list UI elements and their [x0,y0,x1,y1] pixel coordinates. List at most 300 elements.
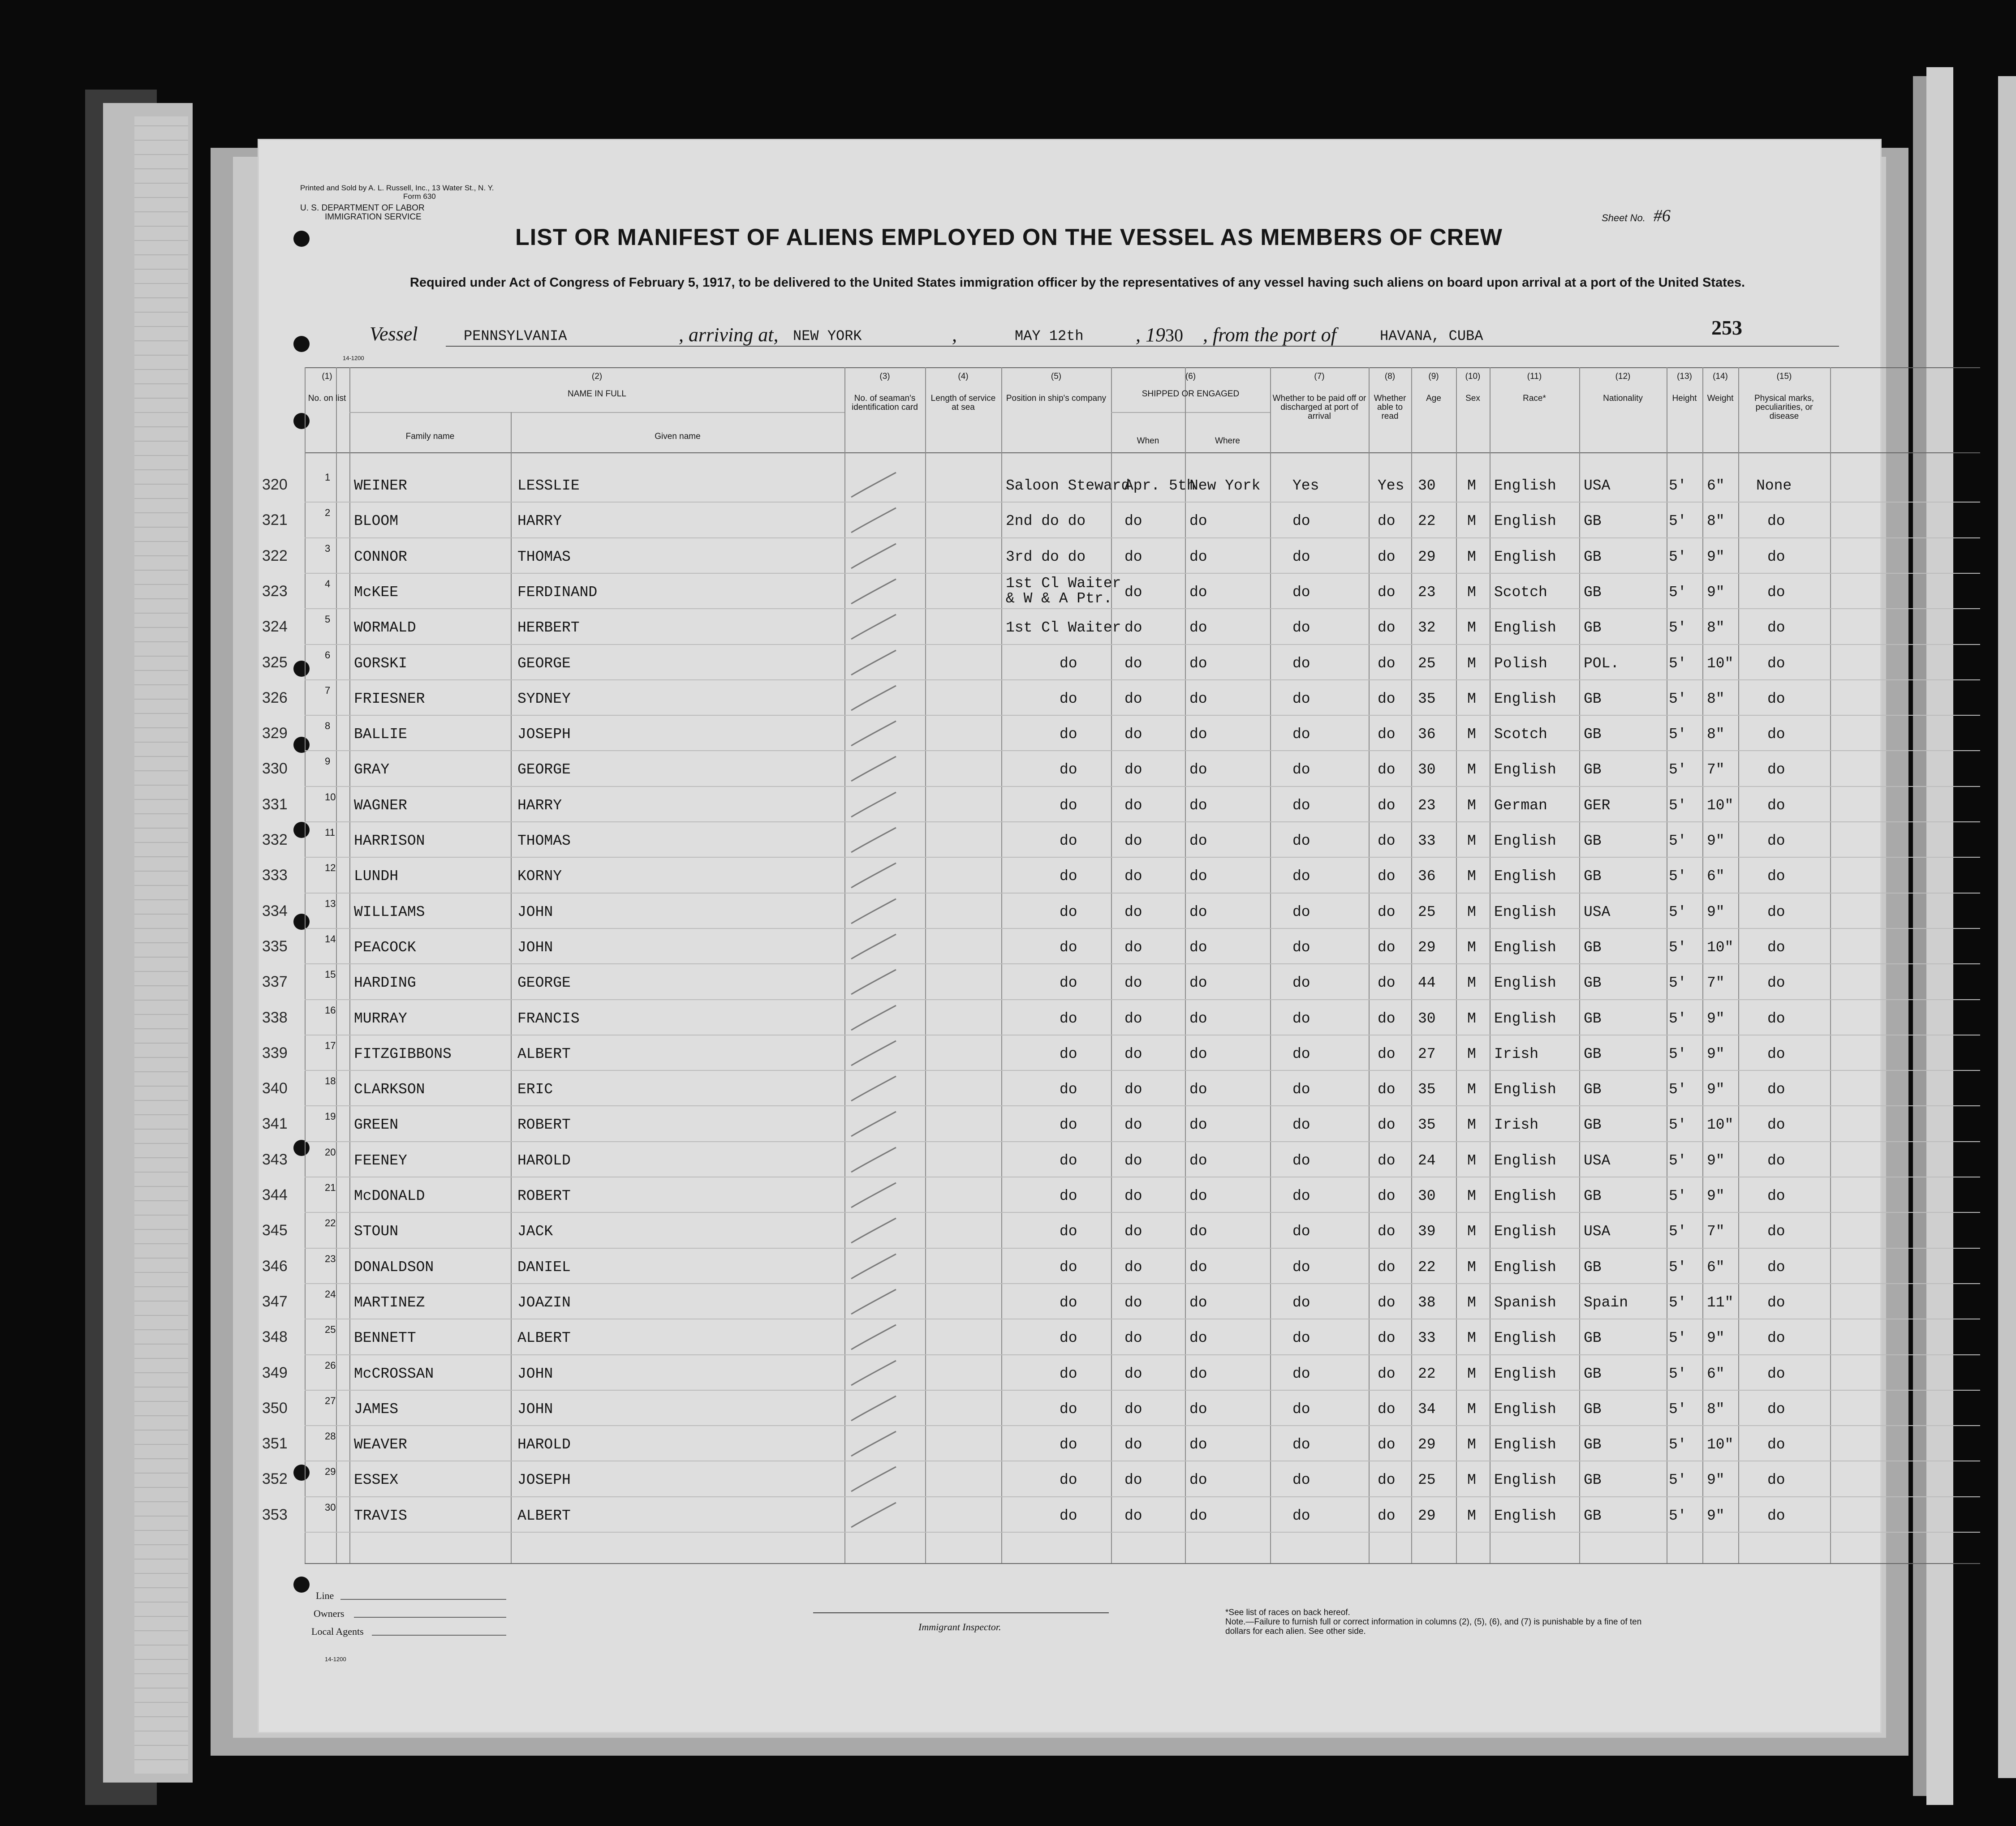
cell-height: 5' [1669,833,1687,849]
cell-read: do [1378,975,1396,992]
cell-paid: do [1292,868,1310,885]
cell-read: do [1378,726,1396,743]
row-rule [305,502,1980,503]
cell-family: CLARKSON [354,1081,425,1098]
cell-sex: M [1467,939,1476,956]
column-number: (9) [1428,372,1439,381]
cell-read: do [1378,1223,1396,1240]
cell-weight: 10" [1707,939,1734,956]
cell-read: do [1378,1436,1396,1453]
cell-paid: do [1292,939,1310,956]
cell-read: do [1378,1472,1396,1489]
cell-marks: do [1767,868,1785,885]
cell-when: do [1124,1223,1142,1240]
cell-marks: do [1767,1117,1785,1134]
cell-no: 27 [325,1395,336,1406]
sheet-number [1602,206,1671,226]
cell-position: do [1060,761,1077,778]
cell-position: do [1060,1081,1077,1098]
cell-marks: do [1767,1330,1785,1347]
cell-paid: do [1292,797,1310,814]
cell-position: 3rd do do [1006,548,1086,565]
cell-sex: M [1467,1507,1476,1524]
subheader-rule [349,412,844,413]
cell-weight: 9" [1707,1081,1725,1098]
cell-given: JOHN [517,939,553,956]
from-label: , from the port of [1203,324,1336,346]
cell-nat: Spain [1584,1294,1628,1311]
cell-given: ROBERT [517,1188,571,1204]
cell-given: JOHN [517,1401,553,1418]
cell-height: 5' [1669,975,1687,992]
column-rule [1456,367,1457,1563]
cell-given: DANIEL [517,1259,571,1276]
check-mark-icon [849,1145,898,1177]
cell-read: do [1378,548,1396,565]
punch-hole [293,1465,310,1481]
check-mark-icon [849,1003,898,1035]
cell-when: do [1124,939,1142,956]
sheet-label: Sheet No. [1602,212,1646,223]
cell-read: do [1378,1365,1396,1382]
check-mark-icon [849,897,898,928]
column-rule [1579,367,1580,1563]
cell-paid: do [1292,903,1310,920]
cell-weight: 9" [1707,584,1725,601]
row-rule [305,644,1980,645]
cell-race: English [1494,975,1556,992]
cell-race: English [1494,1152,1556,1169]
cell-no: 26 [325,1359,336,1371]
cell-ref: 323 [262,582,288,600]
cell-where: do [1189,975,1207,992]
check-mark-icon [849,1394,898,1425]
owners-rule [354,1617,506,1618]
cell-sex: M [1467,513,1476,530]
cell-sex: M [1467,975,1476,992]
cell-age: 30 [1418,1188,1436,1204]
cell-position: do [1060,903,1077,920]
cell-height: 5' [1669,726,1687,743]
department-name: U. S. DEPARTMENT OF LABOR [300,203,425,213]
cell-family: BLOOM [354,513,399,530]
cell-nat: GB [1584,619,1602,636]
cell-weight: 9" [1707,548,1725,565]
cell-when: do [1124,975,1142,992]
page-subtitle: Required under Act of Congress of February 5, 1917, to be delivered to the United States immigration officer by the representatives of any vessel having such aliens on board upon arrival at a port of the United States. [409,275,1745,290]
arrival-port: NEW YORK [793,328,862,344]
cell-no: 4 [325,578,331,589]
cell-race: English [1494,513,1556,530]
cell-race: English [1494,761,1556,778]
cell-nat: GB [1584,726,1602,743]
check-mark-icon [849,1429,898,1461]
cell-read: do [1378,797,1396,814]
cell-marks: do [1767,513,1785,530]
cell-age: 22 [1418,513,1436,530]
cell-height: 5' [1669,1401,1687,1418]
cell-sex: M [1467,1330,1476,1347]
cell-ref: 324 [262,618,288,636]
cell-read: do [1378,1117,1396,1134]
cell-where: do [1189,548,1207,565]
cell-age: 27 [1418,1045,1436,1062]
page-title: LIST OR MANIFEST OF ALIENS EMPLOYED ON THE VESSEL AS MEMBERS OF CREW [515,224,1503,250]
column-header: Length of service at sea [930,394,996,412]
fine-note: Note.—Failure to furnish full or correct information in columns (2), (5), (6), and (7) is punishable by a fine of ten dollars for each alien. See other side. [1225,1617,1642,1636]
cell-nat: POL. [1584,655,1620,672]
cell-paid: do [1292,1259,1310,1276]
cell-no: 3 [325,542,331,554]
cell-age: 38 [1418,1294,1436,1311]
column-subheader: Where [1215,436,1240,446]
cell-race: English [1494,1223,1556,1240]
cell-position: do [1060,726,1077,743]
cell-family: MARTINEZ [354,1294,425,1311]
cell-height: 5' [1669,1081,1687,1098]
cell-race: English [1494,868,1556,885]
cell-where: do [1189,726,1207,743]
check-mark-icon [849,1216,898,1247]
row-rule [305,821,1980,822]
cell-height: 5' [1669,939,1687,956]
cell-sex: M [1467,1081,1476,1098]
punch-hole [293,231,310,247]
cell-marks: do [1767,1365,1785,1382]
cell-position: do [1060,1330,1077,1347]
cell-sex: M [1467,690,1476,707]
cell-where: do [1189,1223,1207,1240]
cell-age: 35 [1418,1117,1436,1134]
cell-when: do [1124,903,1142,920]
cell-weight: 9" [1707,1188,1725,1204]
cell-where: do [1189,1472,1207,1489]
cell-marks: do [1767,619,1785,636]
cell-nat: GB [1584,939,1602,956]
cell-position: do [1060,655,1077,672]
cell-position: 2nd do do [1006,513,1086,530]
cell-where: do [1189,584,1207,601]
cell-ref: 350 [262,1399,288,1417]
cell-paid: do [1292,1436,1310,1453]
row-rule [305,1532,1980,1533]
column-number: (12) [1615,372,1631,381]
cell-paid: do [1292,1294,1310,1311]
cell-where: do [1189,1045,1207,1062]
cell-given: HERBERT [517,619,580,636]
cell-nat: GB [1584,868,1602,885]
cell-read: do [1378,903,1396,920]
cell-position: do [1060,1223,1077,1240]
cell-marks: do [1767,1259,1785,1276]
check-mark-icon [849,648,898,679]
cell-age: 36 [1418,726,1436,743]
column-header: No. of seaman's identification card [852,394,918,412]
cell-no: 15 [325,969,336,980]
row-rule [305,715,1980,716]
row-rule [305,1425,1980,1426]
cell-paid: do [1292,548,1310,565]
cell-no: 24 [325,1288,336,1300]
cell-read: do [1378,1330,1396,1347]
column-header: NAME IN FULL [568,389,626,399]
cell-position: do [1060,1010,1077,1027]
punch-hole [293,1140,310,1156]
cell-position: do [1060,1472,1077,1489]
cell-nat: GB [1584,1472,1602,1489]
agents-label: Local Agents [311,1626,364,1637]
form-number: Form 630 [403,192,436,201]
cell-ref: 347 [262,1293,288,1310]
cell-height: 5' [1669,761,1687,778]
vessel-label: Vessel [370,323,418,345]
cell-no: 8 [325,720,331,732]
check-mark-icon [849,1465,898,1496]
cell-where: do [1189,939,1207,956]
cell-paid: do [1292,1330,1310,1347]
cell-no: 5 [325,614,331,625]
cell-marks: do [1767,655,1785,672]
cell-where: do [1189,833,1207,849]
cell-height: 5' [1669,1188,1687,1204]
cell-no: 22 [325,1217,336,1229]
cell-no: 7 [325,684,331,696]
punch-hole [293,661,310,677]
cell-marks: do [1767,903,1785,920]
cell-read: do [1378,939,1396,956]
cell-nat: GB [1584,1436,1602,1453]
cell-family: GRAY [354,761,390,778]
cell-ref: 343 [262,1151,288,1168]
cell-marks: do [1767,1223,1785,1240]
check-mark-icon [849,1500,898,1532]
check-mark-icon [849,470,898,502]
cell-given: HAROLD [517,1436,571,1453]
cell-given: SYDNEY [517,690,571,707]
cell-when: do [1124,1259,1142,1276]
row-rule [305,1354,1980,1355]
cell-age: 35 [1418,1081,1436,1098]
check-mark-icon [849,1039,898,1070]
cell-family: FITZGIBBONS [354,1045,452,1062]
arriving-label: , arriving at, [679,324,779,346]
table-top-rule [305,367,1980,368]
cell-height: 5' [1669,1223,1687,1240]
row-rule [305,963,1980,964]
cell-race: English [1494,1472,1556,1489]
cell-when: do [1124,1507,1142,1524]
cell-age: 25 [1418,903,1436,920]
cell-race: English [1494,619,1556,636]
cell-no: 21 [325,1182,336,1193]
cell-ref: 333 [262,867,288,884]
cell-no: 14 [325,933,336,945]
cell-ref: 338 [262,1009,288,1026]
cell-nat: GB [1584,548,1602,565]
cell-family: TRAVIS [354,1507,407,1524]
from-port: HAVANA, CUBA [1380,328,1483,344]
cell-read: do [1378,1507,1396,1524]
cell-race: English [1494,1010,1556,1027]
cell-marks: do [1767,584,1785,601]
cell-ref: 325 [262,653,288,671]
ruled-sheet-left [134,116,188,1774]
cell-weight: 8" [1707,619,1725,636]
cell-when: do [1124,1365,1142,1382]
column-header: Race* [1523,394,1546,403]
punch-hole [293,336,310,352]
cell-sex: M [1467,477,1476,494]
cell-sex: M [1467,1365,1476,1382]
cell-weight: 6" [1707,1365,1725,1382]
cell-position: Saloon Steward [1006,477,1130,494]
row-rule [305,1496,1980,1497]
cell-race: English [1494,548,1556,565]
cell-given: ERIC [517,1081,553,1098]
row-rule [305,893,1980,894]
cell-race: English [1494,939,1556,956]
cell-family: PEACOCK [354,939,416,956]
cell-race: English [1494,1365,1556,1382]
comma-separator: , [952,324,957,346]
column-number: (4) [958,372,969,381]
cell-ref: 326 [262,689,288,706]
row-rule [305,573,1980,574]
cell-position: do [1060,975,1077,992]
cell-ref: 344 [262,1186,288,1203]
cell-ref: 332 [262,831,288,848]
cell-race: Irish [1494,1117,1539,1134]
column-subheader: Given name [655,432,701,441]
cell-race: English [1494,1401,1556,1418]
column-header: Age [1426,394,1441,403]
vessel-underline [446,346,1839,347]
cell-weight: 9" [1707,1330,1725,1347]
column-header: Sex [1465,394,1480,403]
cell-read: do [1378,1401,1396,1418]
cell-given: JACK [517,1223,553,1240]
check-mark-icon [849,967,898,999]
cell-position: do [1060,1188,1077,1204]
column-number: (3) [879,372,890,381]
row-rule [305,679,1980,680]
cell-paid: do [1292,1045,1310,1062]
form-code: 14-1200 [343,355,364,361]
cell-given: KORNY [517,868,562,885]
cell-marks: do [1767,1152,1785,1169]
cell-position: do [1060,797,1077,814]
column-rule [305,367,306,1563]
check-mark-icon [849,1287,898,1319]
cell-paid: do [1292,584,1310,601]
cell-marks: do [1767,797,1785,814]
row-rule [305,1070,1980,1071]
cell-height: 5' [1669,584,1687,601]
cell-race: English [1494,833,1556,849]
cell-family: BALLIE [354,726,407,743]
cell-height: 5' [1669,690,1687,707]
cell-no: 18 [325,1075,336,1087]
cell-age: 30 [1418,477,1436,494]
cell-no: 28 [325,1431,336,1442]
line-rule [340,1599,506,1600]
cell-sex: M [1467,1223,1476,1240]
cell-height: 5' [1669,1117,1687,1134]
cell-when: do [1124,655,1142,672]
cell-read: do [1378,1294,1396,1311]
cell-paid: do [1292,1223,1310,1240]
cell-no: 10 [325,791,336,803]
cell-sex: M [1467,1010,1476,1027]
cell-paid: do [1292,1010,1310,1027]
row-rule [305,1105,1980,1106]
cell-no: 17 [325,1040,336,1051]
cell-sex: M [1467,1472,1476,1489]
cell-weight: 8" [1707,690,1725,707]
manifest-page [258,139,1882,1733]
cell-no: 12 [325,862,336,874]
cell-weight: 10" [1707,655,1734,672]
row-rule [305,1390,1980,1391]
check-mark-icon [849,790,898,821]
cell-sex: M [1467,1045,1476,1062]
cell-no: 9 [325,756,331,767]
cell-when: do [1124,833,1142,849]
cell-paid: do [1292,1365,1310,1382]
cell-when: do [1124,513,1142,530]
cell-ref: 337 [262,973,288,991]
cell-when: do [1124,1152,1142,1169]
cell-ref: 331 [262,795,288,813]
column-header: Physical marks, peculiarities, or disease [1754,394,1814,421]
cell-family: McKEE [354,584,399,601]
check-mark-icon [849,1323,898,1354]
column-rule [925,367,926,1563]
cell-sex: M [1467,1152,1476,1169]
cell-given: JOHN [517,903,553,920]
cell-when: do [1124,690,1142,707]
cell-weight: 10" [1707,1117,1734,1134]
cell-family: DONALDSON [354,1259,434,1276]
cell-height: 5' [1669,477,1687,494]
cell-sex: M [1467,761,1476,778]
cell-weight: 9" [1707,833,1725,849]
cell-position: do [1060,1045,1077,1062]
cell-marks: do [1767,1472,1785,1489]
cell-family: WAGNER [354,797,407,814]
cell-age: 23 [1418,584,1436,601]
cell-race: English [1494,1081,1556,1098]
inspector-label: Immigrant Inspector. [918,1621,1001,1633]
cell-family: GORSKI [354,655,407,672]
cell-when: do [1124,1188,1142,1204]
cell-age: 29 [1418,548,1436,565]
cell-age: 32 [1418,619,1436,636]
check-mark-icon [849,754,898,786]
column-header: Position in ship's company [1006,394,1107,403]
check-mark-icon [849,1109,898,1141]
subheader-rule [1111,412,1270,413]
cell-weight: 7" [1707,1223,1725,1240]
cell-family: LUNDH [354,868,399,885]
agents-rule [372,1635,506,1636]
cell-given: ALBERT [517,1045,571,1062]
row-rule [305,999,1980,1000]
cell-position: do [1060,1259,1077,1276]
cell-race: Scotch [1494,584,1547,601]
row-rule [305,1212,1980,1213]
line-label: Line [316,1590,334,1601]
